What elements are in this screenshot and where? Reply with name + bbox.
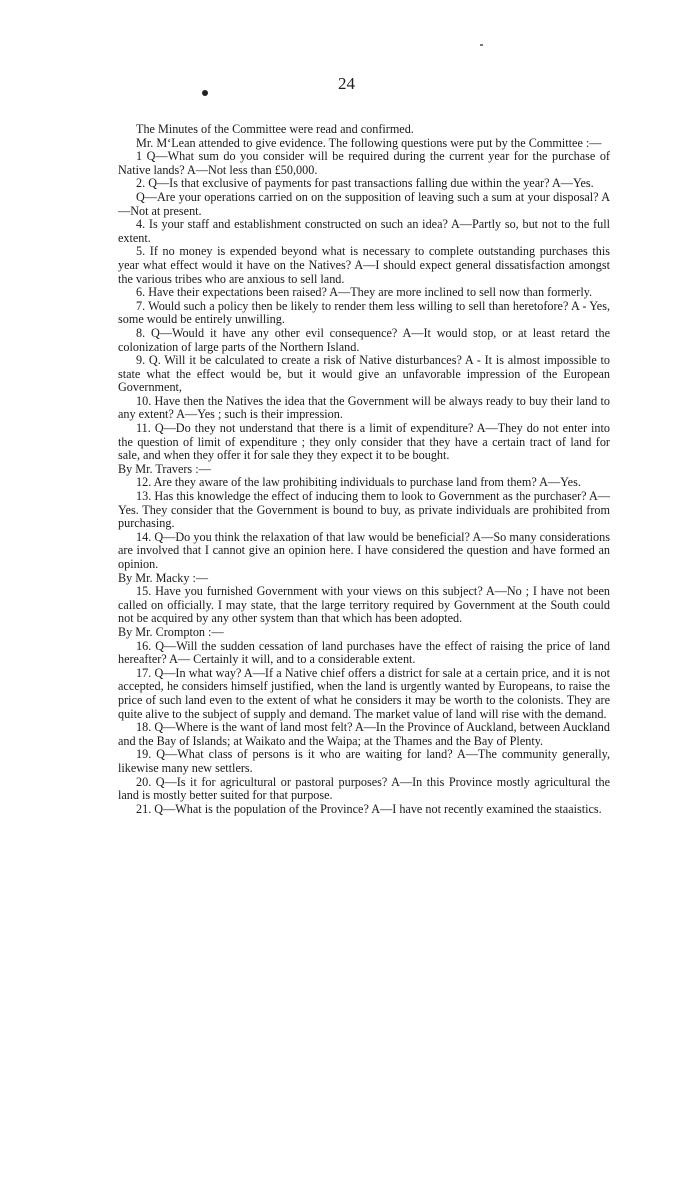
speaker-heading: By Mr. Crompton :—	[118, 624, 224, 639]
paragraph: 16. Q—Will the sudden cessation of land purchases have the effect of raising the price of land hereafter? A— Certainly it will, and to a considerable extent.	[118, 638, 610, 667]
paragraph: 21. Q—What is the population of the Province? A—I have not recently examined the staaistics.	[136, 801, 602, 816]
paragraph: Q—Are your operations carried on on the supposition of leaving such a sum at your disposal? A—Not at present.	[118, 189, 610, 218]
paragraph: 14. Q—Do you think the relaxation of that law would be beneficial? A—So many considerations are involved that I cannot give an opinion here. I have considered the question and have formed an opinion.	[118, 529, 610, 571]
paragraph: 15. Have you furnished Government with your views on this subject? A—No ; I have not been called on officially. I may state, that the large territory required by Government at the South could not be acquired by any other system than that which has been adopted.	[118, 584, 610, 626]
paragraph: 19. Q—What class of persons is it who are waiting for land? A—The community generally, likewise many new settlers.	[118, 747, 610, 775]
page-number: 24	[338, 74, 355, 93]
speaker-heading: By Mr. Macky :—	[118, 570, 209, 585]
paragraph: The Minutes of the Committee were read and confirmed.	[136, 122, 414, 136]
paragraph: 11. Q—Do they not understand that there is a limit of expenditure? A—They do not enter into the question of limit of expenditure ; they only consider that they have a certain tract of land for sale, and when they offer it for sale they they expect it to be bought.	[118, 421, 610, 463]
paragraph: 6. Have their expectations been raised? A—They are more inclined to sell now than formerly.	[136, 285, 593, 300]
paragraph: Mr. M‘Lean attended to give evidence. The following questions were put by the Committee :—	[136, 135, 602, 150]
paragraph: 17. Q—In what way? A—If a Native chief offers a district for sale at a certain price, and it is not accepted, he considers himself justified, when the land is urgently wanted by Europeans, to raise the price of such land even to the extent of what he considers it may be worth to the colonists. They are quite alive to the subject of supply and demand. The market value of land will rise with the demand.	[118, 665, 610, 721]
paragraph: 4. Is your staff and establishment constructed on such an idea? A—Partly so, but not to the full extent.	[118, 217, 610, 245]
paragraph: 8. Q—Would it have any other evil consequence? A—It would stop, or at least retard the colonization of large parts of the Northern Island.	[118, 325, 610, 354]
stray-tick-mark	[480, 44, 483, 46]
paragraph: 12. Are they aware of the law prohibiting individuals to purchase land from them? A—Yes.	[136, 475, 581, 490]
paragraph: 7. Would such a policy then be likely to render them less willing to sell than heretofore? A - Yes, some would be entirely unwilling.	[118, 298, 610, 327]
paragraph: 18. Q—Where is the want of land most felt? A—In the Province of Auckland, between Auckland and the Bay of Islands; at Waikato and the Waipa; at the Thames and the Bay of Plenty.	[118, 720, 610, 748]
paragraph: 1 Q—What sum do you consider will be required during the current year for the purchase of Native lands? A—Not less than £50,000.	[118, 149, 610, 177]
paragraph: 10. Have then the Natives the idea that the Government will be always ready to buy their land to any extent? A—Yes ; such is their impression.	[118, 393, 610, 422]
paragraph: 20. Q—Is it for agricultural or pastoral purposes? A—In this Province mostly agricultural the land is mostly better suited for that purpose.	[118, 774, 610, 803]
paragraph: 2. Q—Is that exclusive of payments for past transactions falling due within the year? A—Yes.	[136, 176, 594, 191]
paragraph: 13. Has this knowledge the effect of inducing them to look to Government as the purchaser? A—Yes. They consider that the Government is bound to buy, as private individuals are prohibited from purchasing.	[118, 489, 610, 531]
document-body	[118, 78, 610, 816]
paragraph: 5. If no money is expended beyond what is necessary to complete outstanding purchases this year what effect would it have on the Natives? A—I should expect general dissatisfaction amongst the various tribes who are anxious to sell land.	[118, 244, 610, 286]
paragraph: 9. Q. Will it be calculated to create a risk of Native disturbances? A - It is almost impossible to state what the effect would be, but it would give an unfavorable impression of the European Government,	[118, 353, 610, 395]
speaker-heading: By Mr. Travers :—	[118, 461, 211, 476]
